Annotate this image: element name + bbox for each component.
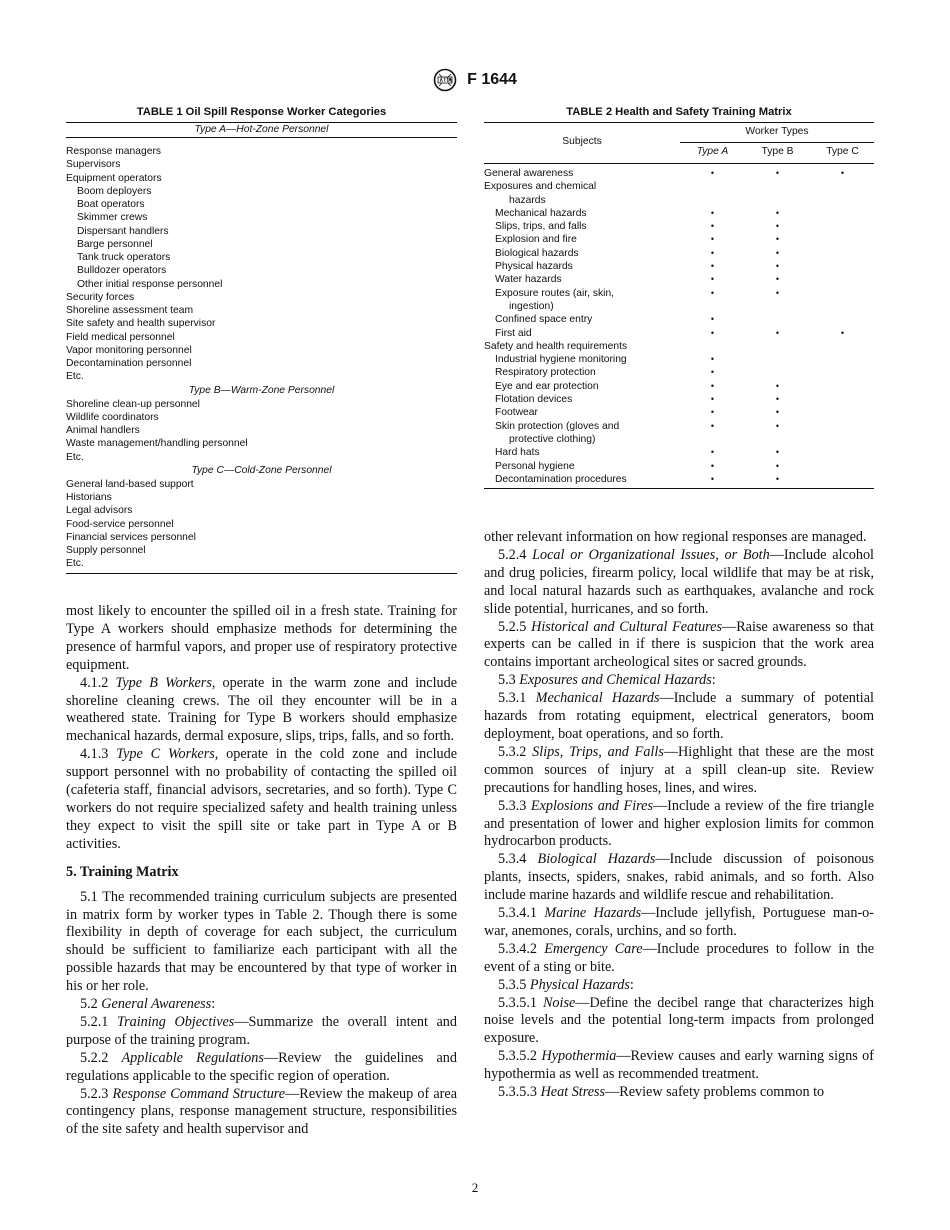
table-2-row: [484, 260, 874, 273]
bullet-mark-icon: •: [710, 168, 715, 178]
table-2-row: [484, 473, 874, 486]
section-5-2-1: 5.2.1 Training Objectives—Summarize the overall intent and purpose of the training program.: [66, 1013, 457, 1048]
subject-cell: Footwear: [495, 407, 538, 419]
section-5-3-4: 5.3.4 Biological Hazards—Include discussion of poisonous plants, insects, spiders, snakes, rabid animals, and so forth. Also include marine hazards and wildlife rescue and rehabilitation.: [484, 851, 875, 904]
page-number: 2: [471, 1180, 479, 1195]
bullet-mark-icon: •: [775, 274, 780, 285]
section-5-2: 5.2 General Awareness:: [80, 996, 216, 1013]
table-1-row: Other initial response personnel: [77, 278, 223, 290]
section-5-3-4-1: 5.3.4.1 Marine Hazards—Include jellyfish, Portuguese man-o-war, anemones, corals, urchins, and so forth.: [484, 905, 874, 939]
section-5-1: 5.1 The recommended training curriculum subjects are presented in matrix form by worker types in Table 2. Though there is some flexibility in depth of coverage for each subject, the curriculum should be sufficient to familiarize each participant with all the possible hazards that may be encountered by that type of worker in his or her role.: [66, 888, 457, 995]
table-2-row: [484, 273, 874, 286]
table-1-row: Barge personnel: [77, 238, 153, 250]
table-2-row: [484, 406, 874, 419]
section-5-3-5-1: 5.3.5.1 Noise—Define the decibel range that characterizes high noise levels and the potential long-term impacts from prolonged exposure.: [484, 994, 874, 1047]
table-2-row: [484, 420, 874, 433]
table-2-row: [484, 180, 874, 193]
subject-cell: Skin protection (gloves and: [495, 420, 620, 432]
section-5-3-5: 5.3.5 Physical Hazards:: [498, 976, 634, 993]
table-1-row: Etc.: [66, 558, 84, 570]
table-1: [66, 104, 457, 574]
subject-cell: protective clothing): [509, 433, 596, 445]
table-1-row: General land-based support: [66, 478, 194, 490]
table-2-row: [484, 366, 874, 379]
bullet-mark-icon: •: [710, 314, 715, 325]
subject-cell: General awareness: [484, 168, 574, 179]
subject-cell: Respiratory protection: [495, 367, 596, 379]
bullet-mark-icon: •: [775, 287, 780, 298]
subject-cell: Slips, trips, and falls: [495, 221, 587, 233]
bullet-mark-icon: •: [775, 447, 780, 458]
table-1-row: Security forces: [66, 291, 135, 303]
table-1-row: Etc.: [66, 371, 84, 383]
bullet-mark-icon: •: [775, 247, 780, 258]
subject-cell: Eye and ear protection: [495, 380, 599, 392]
table-1-row: Food-service personnel: [66, 518, 174, 530]
subjects-header: Subjects: [562, 136, 602, 147]
subject-cell: Biological hazards: [495, 247, 579, 259]
subject-cell: Flotation devices: [495, 394, 573, 406]
table-2-row: [484, 353, 874, 366]
table-1-row: Bulldozer operators: [77, 265, 167, 277]
bullet-mark-icon: •: [775, 327, 780, 338]
subject-cell: hazards: [509, 194, 546, 206]
table-1-row: Tank truck operators: [77, 252, 171, 263]
table-1-row: Financial services personnel: [66, 531, 196, 543]
subject-cell: Confined space entry: [495, 314, 593, 326]
subject-cell: First aid: [495, 327, 532, 339]
table-1-row: Skimmer crews: [77, 212, 148, 224]
table-1-row: Shoreline assessment team: [66, 305, 194, 316]
subject-cell: Personal hygiene: [495, 460, 575, 472]
table-1-row: Supply personnel: [66, 545, 146, 556]
bullet-mark-icon: •: [775, 261, 780, 272]
table-2-caption: TABLE 2 Health and Safety Training Matrix: [566, 106, 792, 118]
table-2-row: [484, 393, 874, 406]
page-header: [0, 68, 950, 92]
bullet-mark-icon: •: [775, 380, 780, 391]
bullet-mark-icon: •: [775, 394, 780, 405]
bullet-mark-icon: •: [710, 221, 715, 232]
document-designation: F 1644: [467, 71, 517, 88]
bullet-mark-icon: •: [710, 274, 715, 285]
bullet-mark-icon: •: [775, 473, 780, 484]
table-1-row: Equipment operators: [66, 172, 162, 184]
table-1-row: Animal handlers: [66, 425, 140, 436]
table-1-row: Response managers: [66, 146, 162, 157]
table-1-row: Boat operators: [77, 199, 145, 210]
subject-cell: Exposure routes (air, skin,: [495, 287, 615, 299]
section-5-2-3: 5.2.3 Response Command Structure—Review the makeup of area contingency plans, response management structure, responsibilities of the site safety and health supervisor and: [66, 1085, 457, 1138]
bullet-mark-icon: •: [775, 221, 780, 232]
table-2-row: [484, 313, 874, 326]
bullet-mark-icon: •: [710, 473, 715, 484]
table-2-row: [484, 460, 874, 473]
bullet-mark-icon: •: [775, 420, 780, 431]
right-text-column: [484, 529, 874, 1102]
bullet-mark-icon: •: [710, 460, 715, 471]
table-2-row: [484, 167, 874, 180]
subject-cell: Hard hats: [495, 447, 540, 459]
bullet-mark-icon: •: [710, 207, 715, 218]
type-b-header: Type B: [761, 146, 794, 157]
subject-cell: Industrial hygiene monitoring: [495, 354, 627, 366]
bullet-mark-icon: •: [775, 407, 780, 418]
table-2-header: [484, 123, 874, 163]
table-2-row: [484, 433, 874, 446]
subject-cell: Physical hazards: [495, 261, 573, 273]
subject-cell: Mechanical hazards: [495, 207, 587, 219]
type-a-header: Type A: [696, 146, 729, 157]
table-2-row: [484, 220, 874, 233]
bullet-mark-icon: •: [710, 247, 715, 258]
table-2: [484, 104, 874, 489]
table-2-row: [484, 446, 874, 459]
section-5-3-1: 5.3.1 Mechanical Hazards—Include a summary of potential hazards from rotating equipment, electrical generators, boom deployment, boat operations, and so forth.: [484, 690, 874, 742]
table-1-row: Supervisors: [66, 159, 121, 171]
subject-cell: Safety and health requirements: [484, 340, 628, 352]
table-2-row: [484, 287, 874, 300]
table-2-row: [484, 247, 874, 260]
table-2-row: [484, 207, 874, 220]
section-heading-training-matrix: 5. Training Matrix: [66, 863, 179, 880]
bullet-mark-icon: •: [775, 234, 780, 245]
bullet-mark-icon: •: [710, 261, 715, 272]
table-1-row: Vapor monitoring personnel: [66, 344, 192, 356]
section-5-2-4: 5.2.4 Local or Organizational Issues, or Both—Include alcohol and drug policies, firearm policy, local wildlife that may be at risk, and local natural hazards such as earthquakes, avalanche and rock slide potential, hurricanes, and so forth.: [484, 546, 874, 617]
bullet-mark-icon: •: [710, 407, 715, 418]
table-1-row: Waste management/handling personnel: [66, 438, 248, 450]
bullet-mark-icon: •: [775, 207, 780, 218]
section-5-3-3: 5.3.3 Explosions and Fires—Include a review of the fire triangle and presentation of lower and higher explosion limits for common hydrocarbon products.: [484, 797, 875, 850]
bullet-mark-icon: •: [710, 354, 715, 365]
bullet-mark-icon: •: [710, 447, 715, 458]
bullet-mark-icon: •: [710, 380, 715, 391]
type-c-header: Type C: [826, 146, 859, 157]
table-2-row: [484, 300, 874, 313]
subject-cell: Decontamination procedures: [495, 473, 627, 485]
section-5-2-2: 5.2.2 Applicable Regulations—Review the guidelines and regulations applicable to the specific region of operation.: [66, 1049, 457, 1084]
subject-cell: Water hazards: [495, 274, 562, 286]
table-1-section-title: Type C—Cold-Zone Personnel: [191, 464, 332, 476]
astm-logo-icon: [433, 68, 457, 92]
table-1-row: Legal advisors: [66, 505, 133, 517]
bullet-mark-icon: •: [840, 327, 845, 338]
table-1-row: Boom deployers: [77, 185, 152, 197]
table-1-row: Wildlife coordinators: [66, 411, 159, 423]
table-2-row: [484, 380, 874, 393]
table-1-row: Dispersant handlers: [77, 225, 169, 237]
section-5-2-5: 5.2.5 Historical and Cultural Features—Raise awareness so that experts can be called in if there is suspicion that the work area contains important archeological sites or sacred grounds.: [484, 618, 874, 671]
worker-types-header: Worker Types: [745, 126, 809, 137]
table-2-row: [484, 194, 874, 207]
bullet-mark-icon: •: [710, 420, 715, 431]
table-2-row: [484, 327, 874, 340]
table-1-row: Etc.: [66, 451, 84, 463]
subject-cell: Exposures and chemical: [484, 181, 597, 193]
table-2-row: [484, 340, 874, 353]
left-text-column: [66, 603, 457, 1139]
bullet-mark-icon: •: [710, 367, 715, 378]
table-1-row: Site safety and health supervisor: [66, 318, 216, 330]
bullet-mark-icon: •: [775, 168, 780, 178]
section-5-3: 5.3 Exposures and Chemical Hazards:: [498, 672, 716, 689]
section-5-3-5-2: 5.3.5.2 Hypothermia—Review causes and early warning signs of hypothermia as well as recommended treatment.: [484, 1048, 875, 1083]
table-1-row: Decontamination personnel: [66, 358, 192, 369]
subject-cell: Explosion and fire: [495, 234, 577, 246]
bullet-mark-icon: •: [710, 234, 715, 245]
section-5-3-5-3: 5.3.5.3 Heat Stress—Review safety problems common to: [498, 1084, 825, 1101]
table-1-row: Historians: [66, 492, 112, 503]
section-4-1-3: 4.1.3 Type C Workers, operate in the cold zone and include support personnel with no probability of contacting the spilled oil (cafeteria staff, financial advisors, secretaries, and so forth). Type C workers do not require specialized safety and health training unless they expect to visit the spill site or take part in Type A or B activities.: [66, 746, 457, 852]
table-2-body: [484, 167, 874, 486]
bullet-mark-icon: •: [840, 168, 845, 178]
table-1-section-title: Type A—Hot-Zone Personnel: [194, 124, 329, 135]
table-1-row: Field medical personnel: [66, 331, 175, 343]
section-5-3-2: 5.3.2 Slips, Trips, and Falls—Highlight that these are the most common sources of injury at a spill clean-up site. Review precautions for handling hoses, lines, and wires.: [484, 743, 875, 796]
bullet-mark-icon: •: [775, 460, 780, 471]
section-5-3-4-2: 5.3.4.2 Emergency Care—Include procedures to follow in the event of a sting or bite.: [484, 940, 874, 975]
bullet-mark-icon: •: [710, 394, 715, 405]
bullet-mark-icon: •: [710, 327, 715, 338]
table-2-row: [484, 233, 874, 246]
table-1-body: [66, 123, 457, 571]
bullet-mark-icon: •: [710, 287, 715, 298]
section-4-1-2: 4.1.2 Type B Workers, operate in the warm zone and include shoreline cleaning crews. The oil they encounter will be in a weathered state. Training for Type B workers should emphasize mechanical hazards, dermal exposure, slips, trips, falls, and so forth.: [66, 674, 457, 745]
paragraph: most likely to encounter the spilled oil in a fresh state. Training for Type A workers should emphasize methods for determining the presence of harmful vapors, and proper use of respiratory protective equipment.: [66, 603, 457, 673]
table-1-caption: TABLE 1 Oil Spill Response Worker Categories: [136, 106, 387, 118]
subject-cell: ingestion): [509, 300, 554, 312]
table-1-row: Shoreline clean-up personnel: [66, 398, 200, 410]
paragraph: other relevant information on how regional responses are managed.: [484, 529, 867, 545]
table-1-section-title: Type B—Warm-Zone Personnel: [188, 384, 335, 396]
